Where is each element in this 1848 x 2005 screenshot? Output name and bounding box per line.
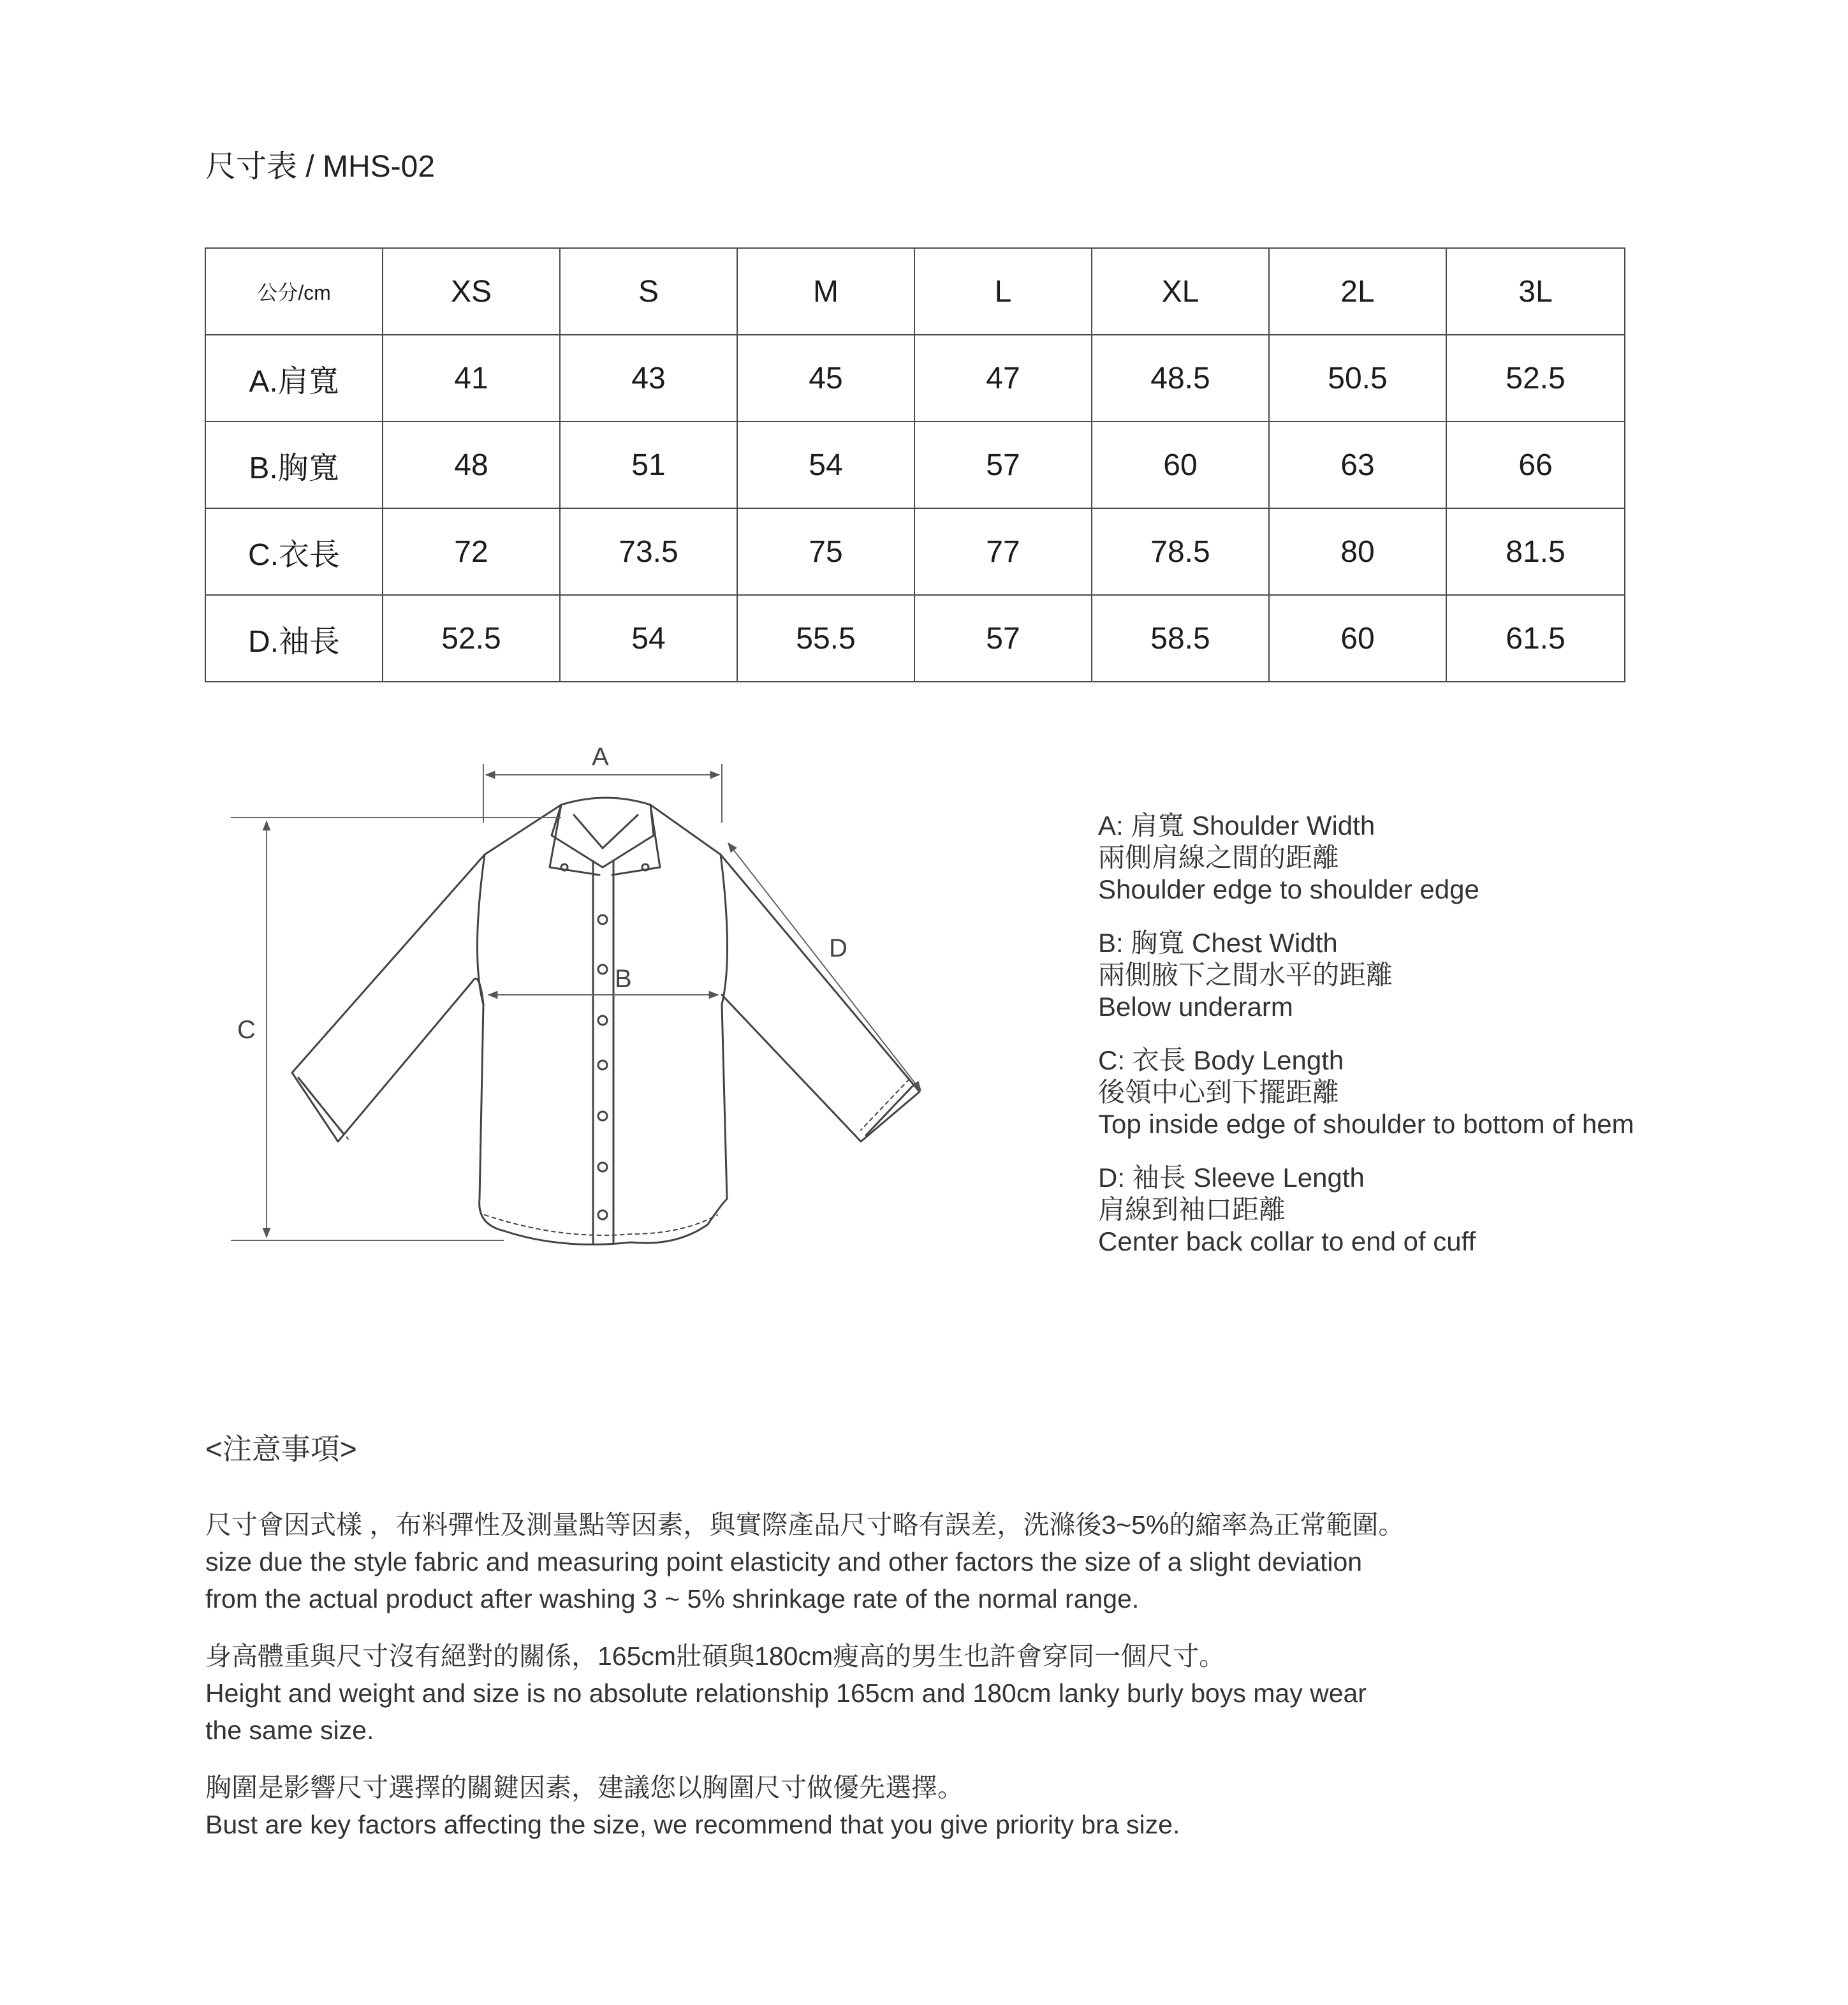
table-cell: 41 [383, 335, 560, 422]
legend-zh: 兩側腋下之間水平的距離 [1098, 960, 1393, 990]
table-cell: 52.5 [383, 595, 560, 682]
table-cell: 78.5 [1092, 508, 1269, 595]
legend-zh: 兩側肩線之間的距離 [1098, 842, 1340, 872]
note-zh: 身高體重與尺寸沒有絕對的關係，165cm壯碩與180cm瘦高的男生也許會穿同一個尺寸。 [205, 1641, 1226, 1671]
note-item [205, 1506, 1710, 1617]
size-header-s: S [560, 248, 737, 335]
notes-title: <注意事項> [205, 1432, 357, 1465]
row-label: D.袖長 [205, 595, 383, 682]
note-zh: 尺寸會因式樣 ，布料彈性及測量點等因素，與實際產品尺寸略有誤差，洗滌後3~5%的縮率為正常範圍。 [205, 1510, 1405, 1539]
shirt-icon [292, 798, 920, 1244]
legend-en: Center back collar to end of cuff [1098, 1226, 1476, 1256]
table-cell: 60 [1092, 422, 1269, 508]
table-cell: 66 [1446, 422, 1625, 508]
table-row-sleeve-length [205, 595, 1625, 682]
note-en-line1: size due the style fabric and measuring point elasticity and other factors the size of a slight deviation [205, 1547, 1363, 1576]
table-cell: 57 [914, 422, 1092, 508]
table-cell: 51 [560, 422, 737, 508]
row-label: A.肩寬 [205, 335, 383, 422]
note-en-line1: Height and weight and size is no absolute relationship 165cm and 180cm lanky burly boys may wear [205, 1678, 1367, 1708]
table-row-body-length [205, 508, 1625, 595]
unit-label: 公分/cm [205, 248, 383, 335]
legend-item-d [1098, 1162, 1838, 1258]
table-cell: 60 [1269, 595, 1446, 682]
row-label: B.胸寬 [205, 422, 383, 508]
measurement-legend [1098, 810, 1838, 1279]
page-title: 尺寸表 / MHS-02 [205, 150, 436, 184]
size-header-m: M [737, 248, 914, 335]
legend-zh: 肩線到袖口距離 [1098, 1194, 1286, 1224]
legend-heading: C: 衣長 Body Length [1098, 1045, 1344, 1075]
note-item [205, 1769, 1710, 1843]
legend-en: Shoulder edge to shoulder edge [1098, 874, 1479, 904]
legend-item-c [1098, 1045, 1838, 1140]
size-header-xs: XS [383, 248, 560, 335]
note-en-line2: the same size. [205, 1715, 374, 1745]
label-d: D [829, 934, 847, 962]
table-cell: 54 [560, 595, 737, 682]
table-cell: 52.5 [1446, 335, 1625, 422]
table-cell: 54 [737, 422, 914, 508]
notes-section [205, 1506, 1710, 1863]
legend-item-a [1098, 810, 1838, 906]
table-cell: 58.5 [1092, 595, 1269, 682]
table-cell: 72 [383, 508, 560, 595]
table-cell: 57 [914, 595, 1092, 682]
size-table [205, 247, 1625, 682]
label-c: C [237, 1016, 256, 1044]
size-header-l: L [914, 248, 1092, 335]
legend-zh: 後領中心到下擺距離 [1098, 1077, 1340, 1107]
legend-heading: B: 胸寬 Chest Width [1098, 928, 1338, 958]
note-en-line2: from the actual product after washing 3 ~ 5% shrinkage rate of the normal range. [205, 1584, 1140, 1613]
note-en-line1: Bust are key factors affecting the size, we recommend that you give priority bra size. [205, 1810, 1180, 1839]
table-cell: 55.5 [737, 595, 914, 682]
legend-en: Below underarm [1098, 992, 1293, 1022]
table-cell: 50.5 [1269, 335, 1446, 422]
table-cell: 48.5 [1092, 335, 1269, 422]
legend-heading: D: 袖長 Sleeve Length [1098, 1163, 1365, 1193]
table-cell: 75 [737, 508, 914, 595]
size-header-3l: 3L [1446, 248, 1625, 335]
table-cell: 48 [383, 422, 560, 508]
table-cell: 61.5 [1446, 595, 1625, 682]
size-header-2l: 2L [1269, 248, 1446, 335]
note-item [205, 1638, 1710, 1749]
label-a: A [592, 743, 609, 771]
legend-item-b [1098, 927, 1838, 1023]
table-row-shoulder-width [205, 335, 1625, 422]
table-cell: 45 [737, 335, 914, 422]
legend-heading: A: 肩寬 Shoulder Width [1098, 811, 1375, 841]
shirt-measurement-diagram [217, 733, 957, 1263]
table-cell: 80 [1269, 508, 1446, 595]
table-header-row [205, 248, 1625, 335]
size-header-xl: XL [1092, 248, 1269, 335]
table-cell: 47 [914, 335, 1092, 422]
legend-en: Top inside edge of shoulder to bottom of hem [1098, 1109, 1634, 1139]
label-b: B [615, 965, 632, 993]
note-zh: 胸圍是影響尺寸選擇的關鍵因素，建議您以胸圍尺寸做優先選擇。 [205, 1773, 964, 1802]
table-cell: 81.5 [1446, 508, 1625, 595]
table-cell: 73.5 [560, 508, 737, 595]
table-row-chest-width [205, 422, 1625, 508]
table-cell: 43 [560, 335, 737, 422]
table-cell: 63 [1269, 422, 1446, 508]
row-label: C.衣長 [205, 508, 383, 595]
measurement-lines [231, 764, 921, 1240]
table-cell: 77 [914, 508, 1092, 595]
